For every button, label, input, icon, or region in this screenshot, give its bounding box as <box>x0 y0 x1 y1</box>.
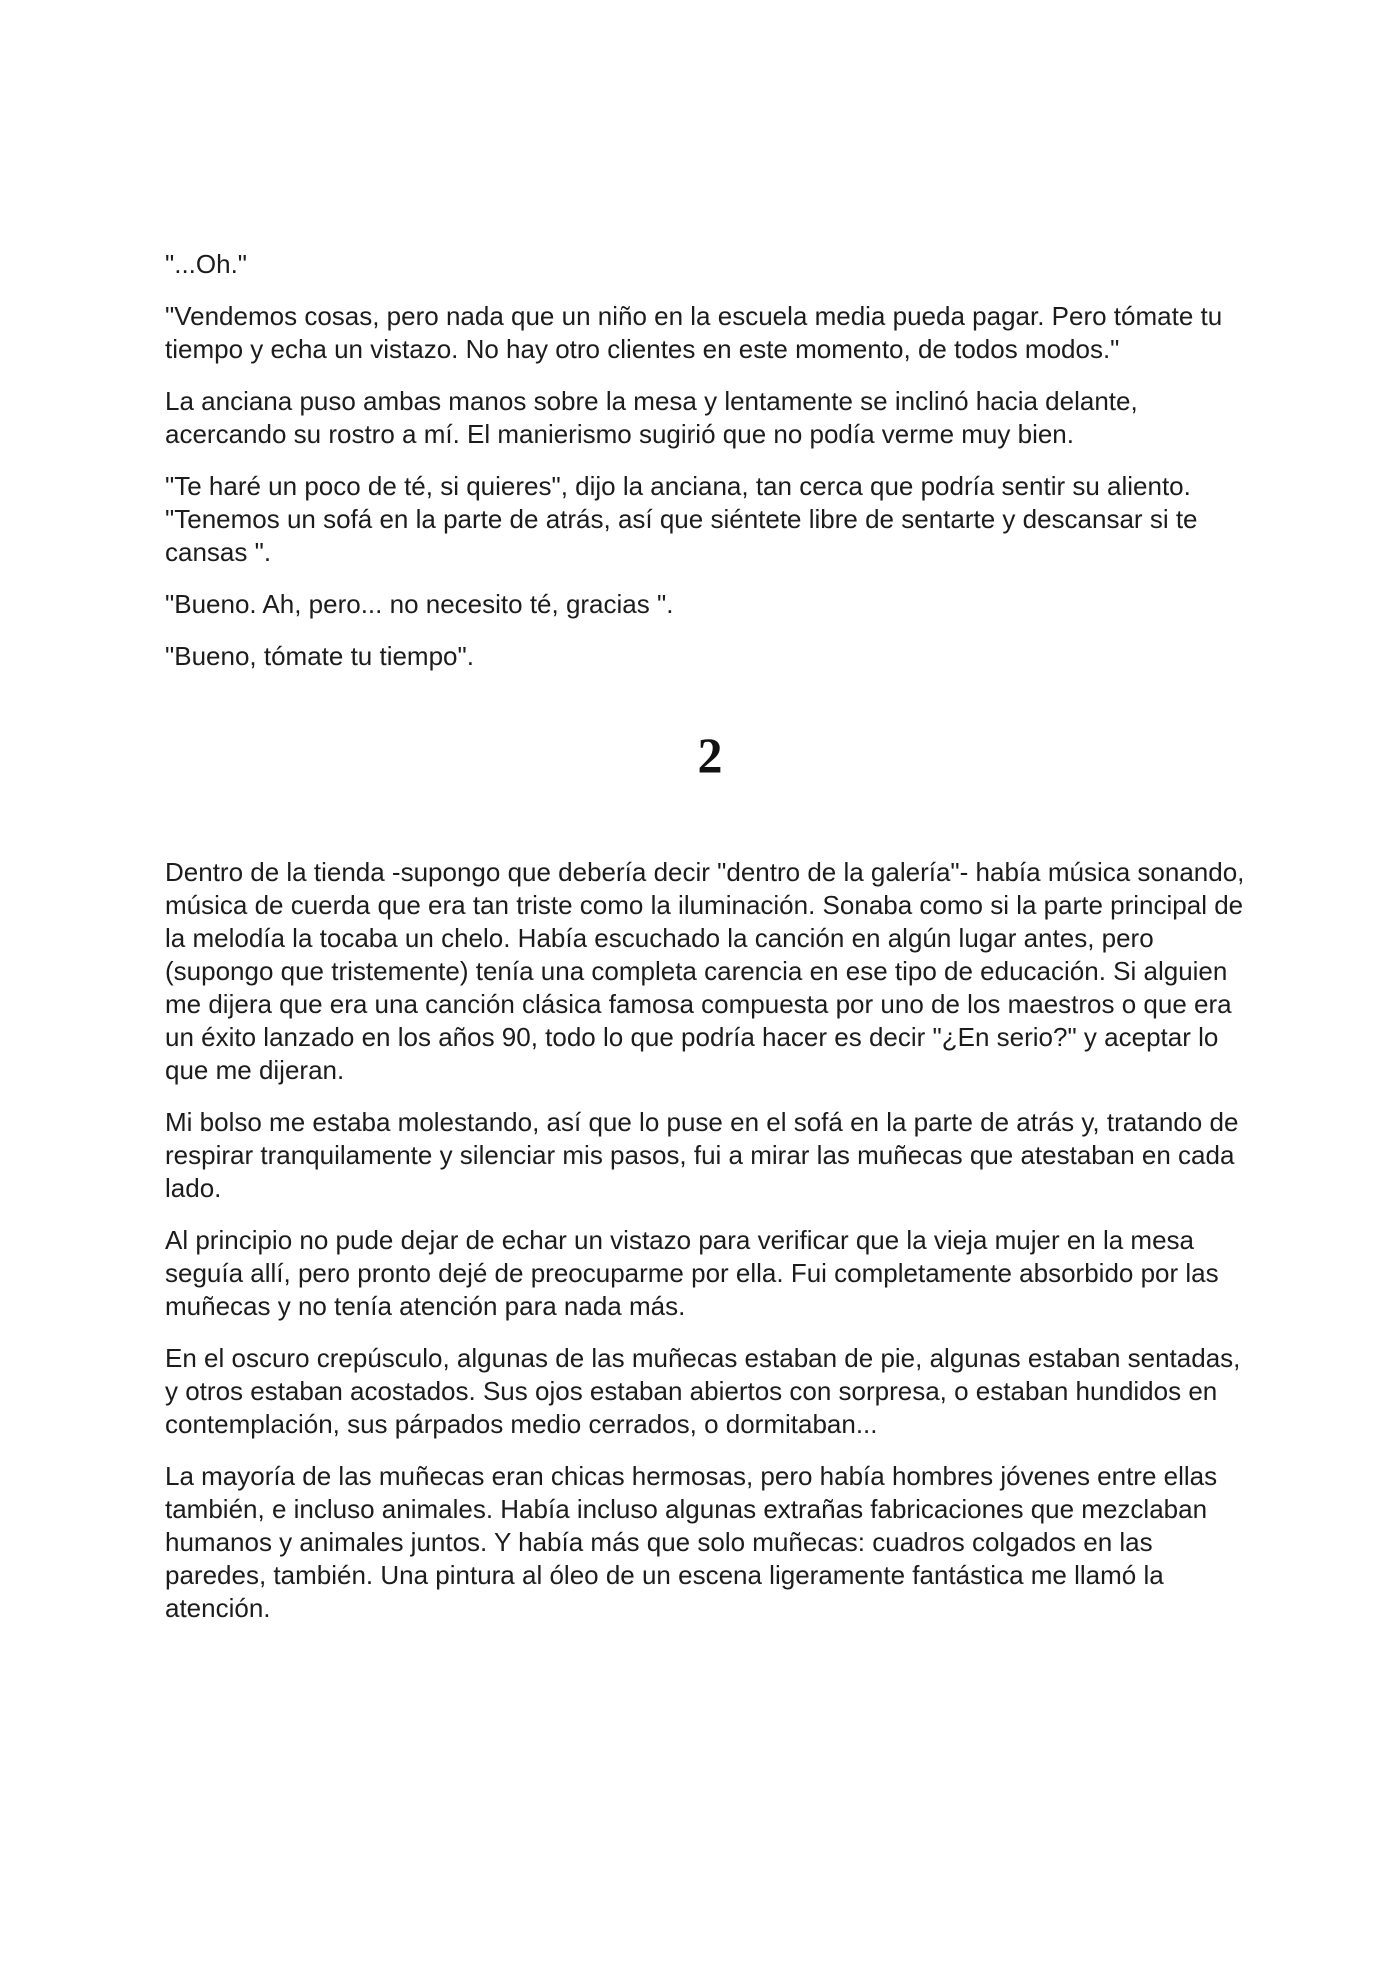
paragraph-crepusculo: En el oscuro crepúsculo, algunas de las muñecas estaban de pie, algunas estaban sentadas, y otros estaban acostados. Sus ojos estaban abiertos con sorpresa, o estaban hundidos en contemplación, sus párpados medio cerrados, o dormitaban... <box>165 1343 1241 1439</box>
paragraph-oh: "...Oh." <box>165 249 248 279</box>
paragraph-vendemos: "Vendemos cosas, pero nada que un niño en la escuela media pueda pagar. Pero tómate tu tiempo y echa un vistazo. No hay otro clientes en este momento, de todos modos." <box>165 301 1223 364</box>
paragraph-mayoria: La mayoría de las muñecas eran chicas hermosas, pero había hombres jóvenes entre ellas también, e incluso animales. Había incluso algunas extrañas fabricaciones que mezclaban humanos y animales juntos. Y había más que solo muñecas: cuadros colgados en las paredes, también. Una pintura al óleo de un escena ligeramente fantástica me llamó la atención. <box>165 1461 1218 1623</box>
paragraph-anciana-mesa: La anciana puso ambas manos sobre la mesa y lentamente se inclinó hacia delante, acercando su rostro a mí. El manierismo sugirió que no podía verme muy bien. <box>165 386 1138 449</box>
chapter-heading: 2 <box>697 727 723 783</box>
paragraph-dentro-tienda: Dentro de la tienda -supongo que debería decir "dentro de la galería"- había música sonando, música de cuerda que era tan triste como la iluminación. Sonaba como si la parte principal de la melodía la tocaba un chelo. Había escuchado la canción en algún lugar antes, pero (supongo que tristemente) tenía una completa carencia en ese tipo de educación. Si alguien me dijera que era una canción clásica famosa compuesta por uno de los maestros o que era un éxito lanzado en los años 90, todo lo que podría hacer es decir "¿En serio?" y aceptar lo que me dijeran. <box>165 857 1245 1085</box>
page-body <box>165 248 1255 1644</box>
paragraph-te: "Te haré un poco de té, si quieres", dijo la anciana, tan cerca que podría sentir su aliento. "Tenemos un sofá en la parte de atrás, así que siéntete libre de sentarte y descansar si te cansas ". <box>165 471 1198 567</box>
paragraph-bolso: Mi bolso me estaba molestando, así que lo puse en el sofá en la parte de atrás y, tratando de respirar tranquilamente y silenciar mis pasos, fui a mirar las muñecas que atestaban en cada lado. <box>165 1107 1239 1203</box>
paragraph-principio: Al principio no pude dejar de echar un vistazo para verificar que la vieja mujer en la mesa seguía allí, pero pronto dejé de preocuparme por ella. Fui completamente absorbido por las muñecas y no tenía atención para nada más. <box>165 1225 1219 1321</box>
paragraph-bueno-ah: "Bueno. Ah, pero... no necesito té, gracias ". <box>165 589 674 619</box>
paragraph-bueno-tiempo: "Bueno, tómate tu tiempo". <box>165 641 474 671</box>
